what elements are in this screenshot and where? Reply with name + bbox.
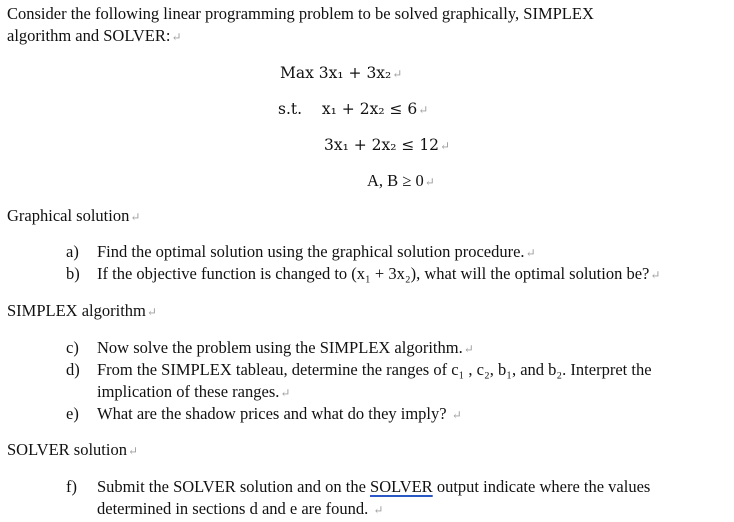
- paragraph-mark-icon: ↵: [392, 67, 403, 81]
- paragraph-mark-icon: ↵: [127, 444, 139, 458]
- paragraph-mark-icon: ↵: [440, 139, 451, 153]
- paragraph-mark-icon: ↵: [146, 305, 157, 319]
- paragraph-mark-icon: ↵: [280, 386, 291, 400]
- paragraph-mark-icon: ↵: [373, 503, 384, 517]
- paragraph-mark-icon: ↵: [451, 408, 462, 422]
- paragraph-mark-icon: ↵: [424, 175, 435, 189]
- paragraph-mark-icon: ↵: [418, 103, 429, 117]
- list-item-a: a) Find the optimal solution using the graphical solution procedure.↵: [66, 242, 536, 261]
- list-item-f: f) Submit the SOLVER solution and on the SOLVER output indicate where the values: [66, 477, 651, 496]
- intro-line-2: algorithm and SOLVER:↵: [7, 26, 182, 45]
- list-item-d-continuation: implication of these ranges.↵: [97, 382, 291, 401]
- paragraph-mark-icon: ↵: [171, 30, 182, 44]
- solver-spellcheck-word[interactable]: SOLVER: [370, 477, 433, 496]
- paragraph-mark-icon: ↵: [650, 268, 661, 282]
- paragraph-mark-icon: ↵: [525, 246, 536, 260]
- list-item-e: e) What are the shadow prices and what do they imply? ↵: [66, 404, 462, 423]
- objective-function: Max 3x₁ + 3x₂↵: [280, 64, 403, 82]
- list-item-c: c) Now solve the problem using the SIMPLEX algorithm.↵: [66, 338, 474, 357]
- constraint-1: x₁ + 2x₂ ≤ 6: [321, 100, 418, 118]
- list-item-b: b) If the objective function is changed to (x₁ + 3x₂), what will the optimal solution be?↵: [66, 264, 661, 283]
- heading-graphical-solution: Graphical solution↵: [7, 206, 141, 225]
- paragraph-mark-icon: ↵: [130, 210, 141, 224]
- list-item-d: d) From the SIMPLEX tableau, determine the ranges of c₁ , c₂, b₁, and b₂. Interpret the: [66, 360, 652, 379]
- intro-line-1: Consider the following linear programming problem to be solved graphically, SIMPLEX: [7, 4, 594, 23]
- nonnegativity-constraint: A, B ≥ 0↵: [367, 171, 435, 190]
- paragraph-mark-icon: ↵: [463, 342, 474, 356]
- heading-solver-solution: SOLVER solution↵: [7, 440, 139, 459]
- list-item-f-continuation: determined in sections d and e are found. ↵: [97, 499, 384, 518]
- subject-to-label: s.t.: [278, 100, 303, 118]
- constraint-1-row: [278, 99, 428, 120]
- heading-simplex-algorithm: SIMPLEX algorithm↵: [7, 301, 157, 320]
- constraint-2: 3x₁ + 2x₂ ≤ 12↵: [324, 136, 451, 154]
